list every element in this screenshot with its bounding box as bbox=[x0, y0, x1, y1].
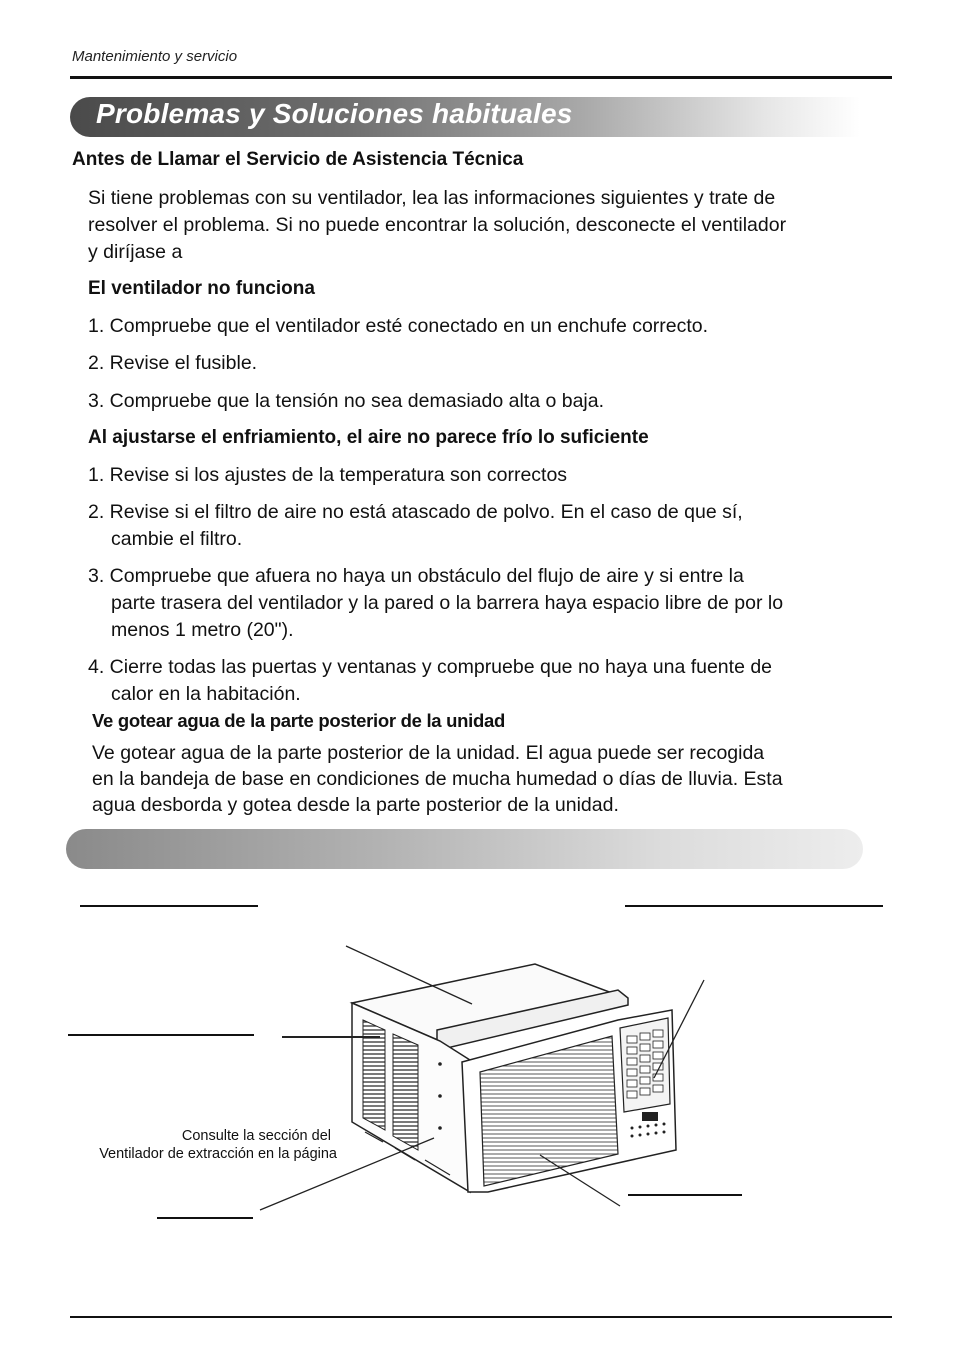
list-line: 2. Revise si el filtro de aire no está atascado de polvo. En el caso de que sí, bbox=[88, 501, 743, 523]
list-line: 3. Compruebe que la tensión no sea demasiado alta o baja. bbox=[88, 390, 605, 412]
display bbox=[642, 1112, 658, 1121]
caption-line: Consulte la sección del bbox=[181, 1128, 331, 1144]
problem-heading: Al ajustarse el enfriamiento, el aire no parece frío lo suficiente bbox=[88, 427, 649, 448]
list-line: calor en la habitación. bbox=[111, 683, 301, 705]
list-line: 1. Revise si los ajustes de la temperatura son correctos bbox=[88, 464, 568, 486]
intro-line: y diríjase a bbox=[88, 241, 183, 263]
list-line: 3. Compruebe que afuera no haya un obstáculo del flujo de aire y si entre la bbox=[88, 565, 744, 587]
intro-line: resolver el problema. Si no puede encontrar la solución, desconecte el ventilador bbox=[88, 214, 787, 236]
leader-line bbox=[260, 1138, 434, 1210]
list-line: menos 1 metro (20"). bbox=[111, 619, 294, 641]
list-line: 4. Cierre todas las puertas y ventanas y compruebe que no haya una fuente de bbox=[88, 656, 773, 678]
problem-heading: El ventilador no funciona bbox=[88, 278, 315, 299]
section-title: Problemas y Soluciones habituales bbox=[96, 98, 573, 129]
body-line: agua desborda y gotea desde la parte posterior de la unidad. bbox=[92, 794, 619, 816]
list-line: 1. Compruebe que el ventilador esté conectado en un enchufe correcto. bbox=[88, 315, 709, 337]
problem-heading: Ve gotear agua de la parte posterior de la unidad bbox=[92, 710, 505, 731]
list-line: 2. Revise el fusible. bbox=[88, 352, 258, 374]
body-line: Ve gotear agua de la parte posterior de la unidad. El agua puede ser recogida bbox=[92, 742, 765, 764]
caption-line: Ventilador de extracción en la página bbox=[99, 1146, 337, 1162]
intro-line: Si tiene problemas con su ventilador, lea las informaciones siguientes y trate de bbox=[88, 187, 776, 209]
list-line: parte trasera del ventilador y la pared o la barrera haya espacio libre de por lo bbox=[111, 592, 784, 614]
bottom-rule bbox=[70, 1316, 892, 1318]
running-head: Mantenimiento y servicio bbox=[72, 48, 238, 65]
list-line: cambie el filtro. bbox=[111, 528, 243, 550]
body-line: en la bandeja de base en condiciones de mucha humedad o días de lluvia. Esta bbox=[92, 768, 783, 790]
main-heading: Antes de Llamar el Servicio de Asistencia Técnica bbox=[72, 149, 524, 170]
side-louvre bbox=[393, 1034, 418, 1150]
